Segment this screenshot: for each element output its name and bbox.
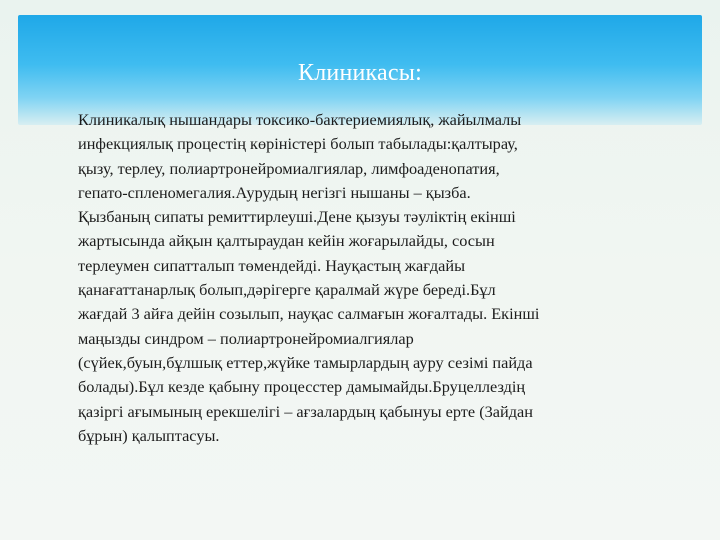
slide-title: Клиникасы:	[298, 60, 422, 86]
body-line: инфекциялық процестің көріністері болып табылады:қалтырау,	[78, 134, 518, 154]
body-line: қызу, терлеу, полиартронейромиалгиялар, лимфоаденопатия,	[78, 158, 500, 178]
body-line: болады).Бұл кезде қабыну процесстер дамымайды.Бруцеллездің	[78, 377, 526, 397]
body-line: қазіргі ағымының ерекшелігі – ағзалардың қабынуы ерте (3айдан	[78, 401, 533, 421]
body-line: Клиникалық нышандары токсико-бактериемиялық, жайылмалы	[78, 110, 522, 129]
body-line: Қызбаның сипаты ремиттирлеуші.Дене қызуы тәуліктің екінші	[78, 207, 516, 227]
body-line: маңызды синдром – полиартронейромиалгиялар	[78, 328, 414, 348]
body-line: (сүйек,буын,бұлшық еттер,жүйке тамырлардың ауру сезімі пайда	[78, 352, 533, 372]
slide-body-text	[78, 108, 658, 448]
body-line: терлеумен сипатталып төмендейді. Науқастың жағдайы	[78, 255, 466, 275]
body-line: гепато-спленомегалия.Аурудың негізгі нышаны – қызба.	[78, 182, 471, 202]
body-line: қанағаттанарлық болып,дәрігерге қаралмай жүре береді.Бұл	[78, 280, 496, 300]
body-line: бұрын) қалыптасуы.	[78, 425, 220, 445]
body-line: жартысында айқын қалтыраудан кейін жоғарылайды, сосын	[78, 231, 495, 251]
body-line: жағдай 3 айға дейін созылып, науқас салмағын жоғалтады. Екінші	[78, 304, 540, 324]
